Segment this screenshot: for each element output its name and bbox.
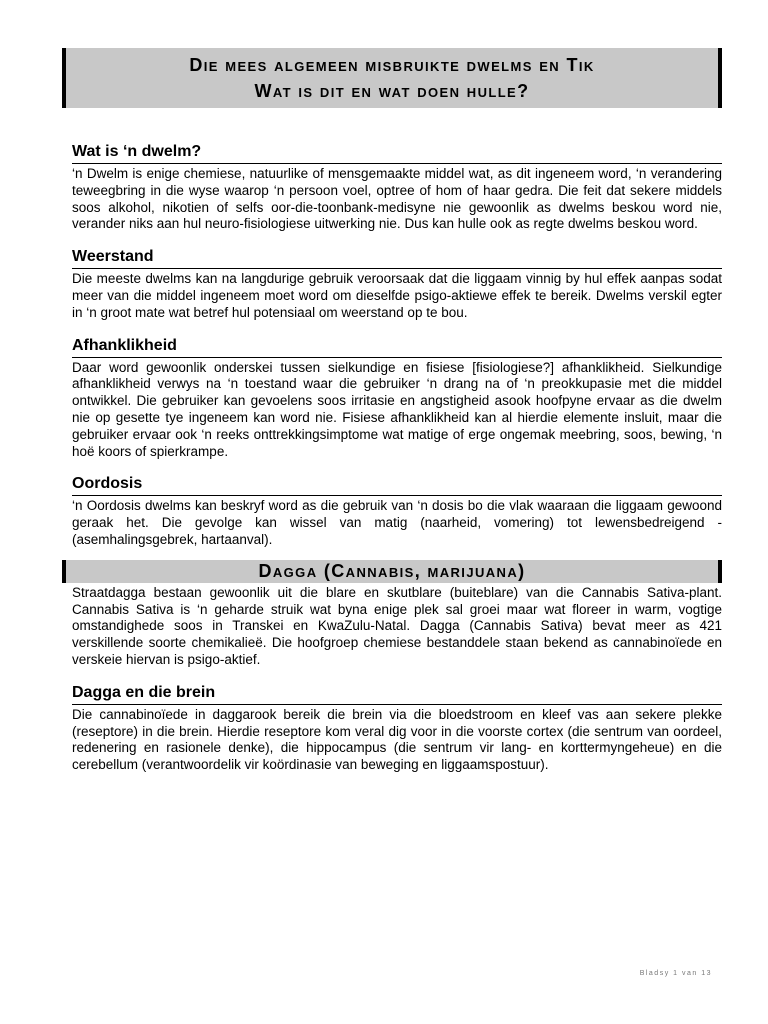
section-text-weerstand: Die meeste dwelms kan na langdurige gebruik veroorsaak dat die liggaam vinnig by hul effek aanpas sodat meer van die middel ingeneem moet word om dieselfde psigo-aktiewe effek te bereik. Dwelms verskil egter in ‘n groot mate wat betref hul potensiaal om weerstand op te bou. (72, 271, 722, 320)
section-text-dagga: Straatdagga bestaan gewoonlik uit die blare en skutblare (buiteblare) van die Cannabis Sativa-plant. Cannabis Sativa is ‘n geharde struik wat byna enige plek sal groei maar wat floreer in warm, vogtige omstandighede soos in Transkei en KwaZulu-Natal. Dagga (Cannabis Sativa) bevat meer as 421 verskillende soorte chemikalieë. Die hoofgroep chemiese bestanddele staan bekend as cannabinoïede en verskeie hiervan is psigo-aktief. (72, 584, 722, 667)
page-number: Bladsy 1 van 13 (639, 970, 712, 977)
section-heading-wat-is-n-dwelm: Wat is ‘n dwelm? (72, 142, 722, 164)
section-band-dagga: Dagga (Cannabis, marijuana) (62, 560, 722, 583)
document-title: Die mees algemeen misbruikte dwelms en Tik (189, 55, 595, 75)
section-text-afhanklikheid: Daar word gewoonlik onderskei tussen sielkundige en fisiese [fisiologiese?] afhanklikheid. Sielkundige afhanklikheid verwys na ‘n toestand waar die gebruiker ‘n drang na of ‘n preokkupasie met die middel ontwikkel. Die gebruiker kan gevoelens soos irritasie en angstigheid asook hoofpyne ervaar as die dwelm nie op gesette tye ingeneem kan word nie. Fisiese afhanklikheid kan al hierdie elemente insluit, maar die gebruiker ervaar ook ‘n reeks onttrekkingsimptome wat matige of erge ongemak meebring, soos, bewing, ‘n hoë koors of spierkrampe. (72, 359, 722, 459)
section-heading-dagga-en-die-brein: Dagga en die brein (72, 683, 722, 705)
document-subtitle: Wat is dit en wat doen hulle? (254, 81, 530, 101)
section-text-oordosis: ‘n Oordosis dwelms kan beskryf word as die gebruik van ‘n dosis bo die vlak waaraan die liggaam gewoond geraak het. Die gevolge kan wissel van matig (naarheid, vomering) tot lewensbedreigend - (asemhalingsgebrek, hartaanval). (72, 498, 722, 547)
section-heading-afhanklikheid: Afhanklikheid (72, 336, 722, 358)
title-box (62, 48, 722, 108)
document-page (62, 48, 722, 774)
section-text-wat-is-n-dwelm: ‘n Dwelm is enige chemiese, natuurlike of mensgemaakte middel wat, as dit ingeneem word, ‘n verandering teweegbring in die wyse waarop ‘n persoon voel, optree of hom of haar gedra. Die feit dat sekere middels soos alkohol, nikotien of selfs oor-die-toonbank-medisyne nie gewoonlik as dwelms beskou word nie, verander niks aan hul neuro-fisiologiese uitwerking nie. Dus kan hulle ook as regte dwelms beskou word. (72, 166, 722, 232)
section-heading-weerstand: Weerstand (72, 247, 722, 269)
section-text-dagga-en-die-brein: Die cannabinoïede in daggarook bereik die brein via die bloedstroom en kleef vas aan sekere plekke (reseptore) in die brein. Hierdie reseptore kom veral dig voor in die voorste cortex (die sentrum van oordeel, redenering en rasionele denke), die hippocampus (die sentrum vir lang- en korttermyngeheue) en die cerebellum (verantwoordelik vir koördinasie van beweging en liggaamspostuur). (72, 706, 722, 773)
section-heading-oordosis: Oordosis (72, 474, 722, 496)
